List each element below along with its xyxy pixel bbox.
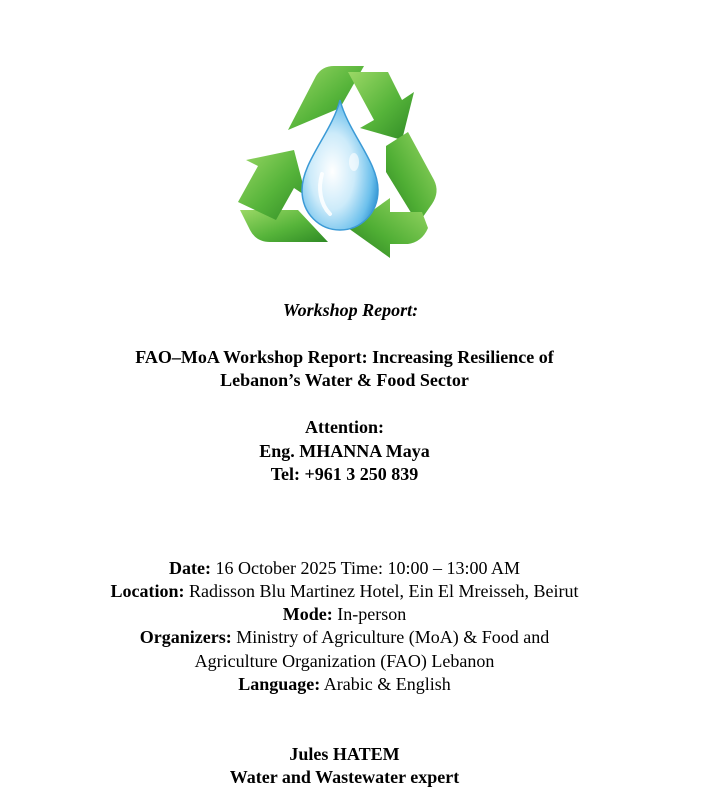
mode-value: In-person xyxy=(337,604,407,624)
date-label: Date: xyxy=(169,558,211,578)
report-title-line-1: FAO–MoA Workshop Report: Increasing Resilience of xyxy=(135,347,554,367)
language-row xyxy=(0,673,695,695)
language-label: Language: xyxy=(238,674,321,694)
recycle-water-drop-logo xyxy=(236,62,446,268)
language-value: Arabic & English xyxy=(323,674,451,694)
attention-label: Attention: xyxy=(305,417,384,437)
mode-label: Mode: xyxy=(282,604,333,624)
location-value: Radisson Blu Martinez Hotel, Ein El Mreisseh, Beirut xyxy=(189,581,579,601)
organizers-row-continued xyxy=(0,650,695,672)
date-row xyxy=(0,557,695,579)
report-title-line-2: Lebanon’s Water & Food Sector xyxy=(220,370,469,390)
date-value: 16 October 2025 Time: 10:00 – 13:00 AM xyxy=(215,558,520,578)
location-row xyxy=(0,580,695,602)
organizers-value-line-1: Ministry of Agriculture (MoA) & Food and xyxy=(236,627,550,647)
author-name: Jules HATEM xyxy=(289,744,400,764)
mode-row xyxy=(0,603,695,625)
author-role: Water and Wastewater expert xyxy=(229,767,460,787)
report-kicker: Workshop Report: xyxy=(282,300,419,320)
water-drop-icon xyxy=(302,100,378,230)
attention-tel: Tel: +961 3 250 839 xyxy=(270,464,419,484)
organizers-value-line-2: Agriculture Organization (FAO) Lebanon xyxy=(194,651,495,671)
location-label: Location: xyxy=(110,581,185,601)
attention-name: Eng. MHANNA Maya xyxy=(259,441,430,461)
organizers-row xyxy=(0,626,695,648)
organizers-label: Organizers: xyxy=(139,627,232,647)
